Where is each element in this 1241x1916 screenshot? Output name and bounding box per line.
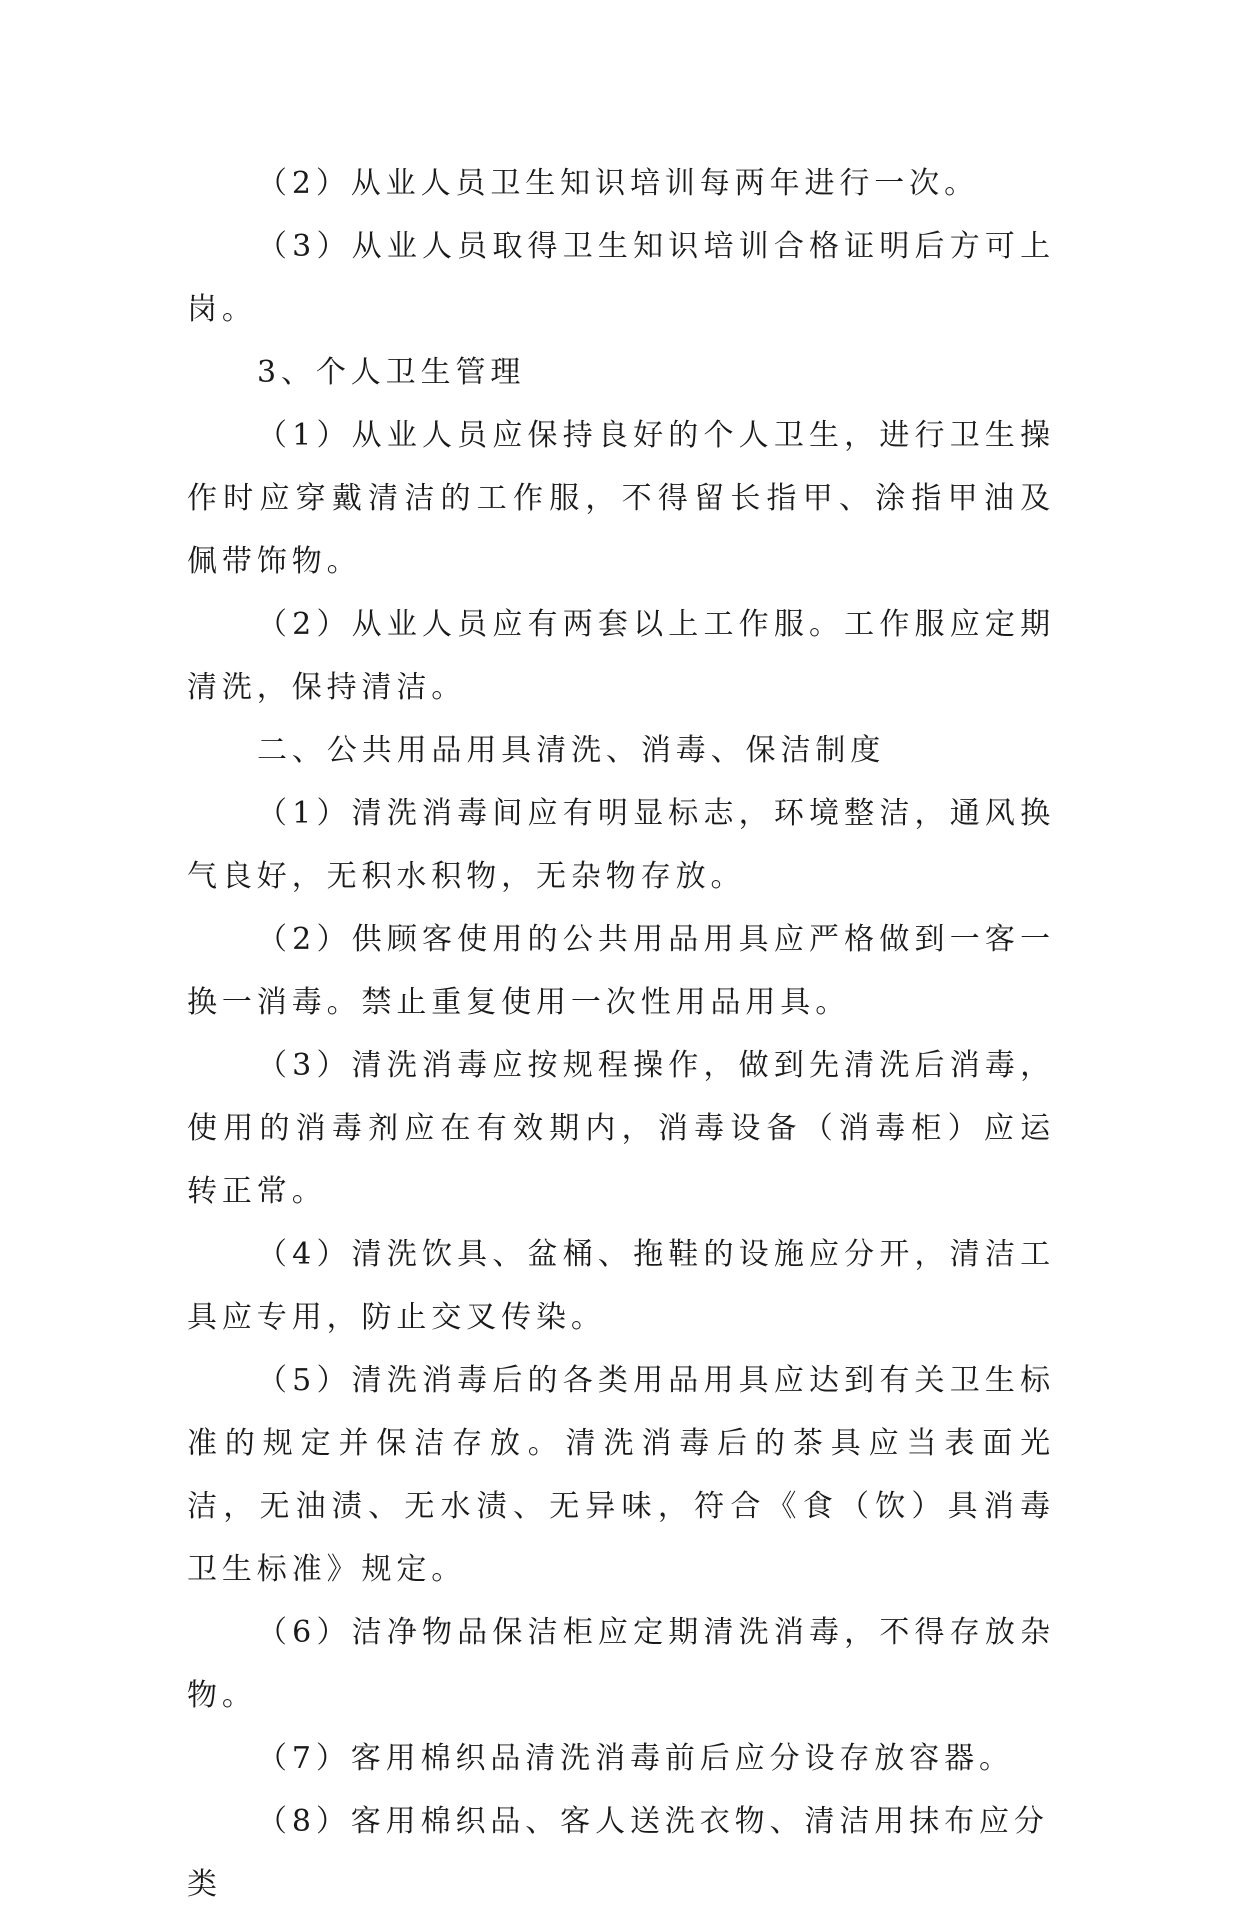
paragraph-cleaning-3: （3）清洗消毒应按规程操作，做到先清洗后消毒，使用的消毒剂应在有效期内，消毒设备（消毒柜）应运转正常。 xyxy=(187,1048,1055,1209)
paragraph-cleaning-8: （8）客用棉织品、客人送洗衣物、清洁用抹布应分类 xyxy=(187,1804,1049,1902)
paragraph-cleaning-6: （6）洁净物品保洁柜应定期清洗消毒，不得存放杂物。 xyxy=(187,1615,1055,1713)
paragraph-cleaning-4: （4）清洗饮具、盆桶、拖鞋的设施应分开，清洁工具应专用，防止交叉传染。 xyxy=(187,1237,1055,1335)
paragraph-cleaning-5: （5）清洗消毒后的各类用品用具应达到有关卫生标准的规定并保洁存放。清洗消毒后的茶具应当表面光洁，无油渍、无水渍、无异味，符合《食（饮）具消毒卫生标准》规定。 xyxy=(187,1363,1055,1587)
paragraph-cleaning-7: （7）客用棉织品清洗消毒前后应分设存放容器。 xyxy=(257,1741,1014,1776)
paragraph-training-certificate: （3）从业人员取得卫生知识培训合格证明后方可上岗。 xyxy=(187,229,1055,327)
section-heading-cleaning-rules: 二、公共用品用具清洗、消毒、保洁制度 xyxy=(257,733,886,768)
section-heading-personal-hygiene: 3、个人卫生管理 xyxy=(257,355,526,390)
paragraph-cleaning-1: （1）清洗消毒间应有明显标志，环境整洁，通风换气良好，无积水积物，无杂物存放。 xyxy=(187,796,1055,894)
paragraph-personal-hygiene-2: （2）从业人员应有两套以上工作服。工作服应定期清洗，保持清洁。 xyxy=(187,607,1055,705)
paragraph-cleaning-2: （2）供顾客使用的公共用品用具应严格做到一客一换一消毒。禁止重复使用一次性用品用具。 xyxy=(187,922,1055,1020)
paragraph-training-frequency: （2）从业人员卫生知识培训每两年进行一次。 xyxy=(257,166,979,201)
paragraph-personal-hygiene-1: （1）从业人员应保持良好的个人卫生，进行卫生操作时应穿戴清洁的工作服，不得留长指甲、涂指甲油及佩带饰物。 xyxy=(187,418,1055,579)
document-body xyxy=(187,152,1055,1916)
